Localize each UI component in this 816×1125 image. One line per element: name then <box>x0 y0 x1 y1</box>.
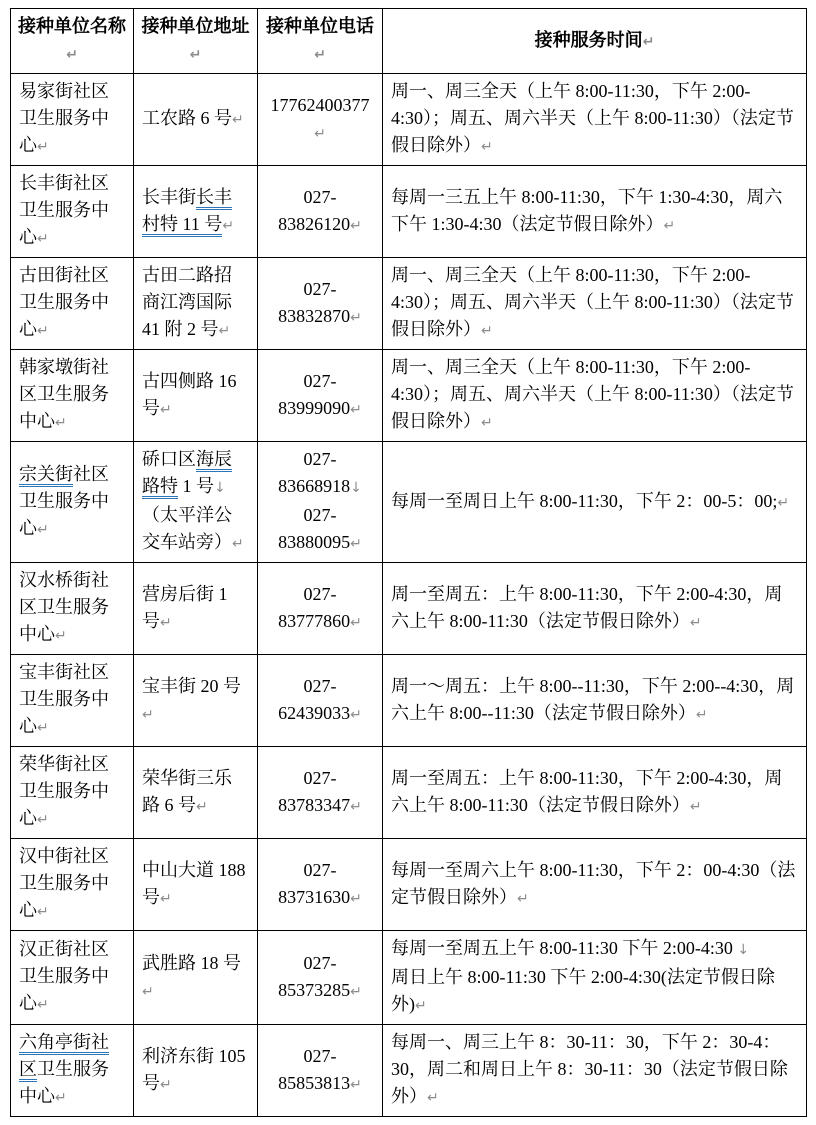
cell-text: 中山大道 188 号 <box>142 859 246 907</box>
table-body <box>11 74 807 1117</box>
phone-cell <box>258 1025 383 1117</box>
paragraph-mark: ↵ <box>314 125 326 142</box>
cell-text: 古田街社区卫生服务中心 <box>19 265 109 339</box>
paragraph-mark: ↵ <box>196 798 208 815</box>
column-header-address <box>134 9 258 74</box>
schedule-cell <box>383 655 807 747</box>
schedule-cell <box>383 747 807 839</box>
address-cell <box>134 166 258 258</box>
name-cell <box>11 563 134 655</box>
phone-cell <box>258 258 383 350</box>
linebreak-mark: ↓ <box>737 942 750 958</box>
cell-text: 1 号 <box>178 476 214 496</box>
paragraph-mark: ↵ <box>481 415 493 431</box>
paragraph-mark: ↵ <box>55 1090 67 1106</box>
column-header-schedule <box>383 9 807 74</box>
paragraph-mark: ↵ <box>415 998 427 1014</box>
paragraph-mark: ↵ <box>427 1090 439 1106</box>
paragraph-mark: ↵ <box>37 904 49 920</box>
address-cell <box>134 442 258 563</box>
name-cell <box>11 1025 134 1117</box>
paragraph-mark: ↵ <box>37 521 49 538</box>
paragraph-mark: ↵ <box>350 309 362 326</box>
phone-cell <box>258 350 383 442</box>
paragraph-mark: ↵ <box>189 47 202 63</box>
paragraph-mark: ↵ <box>37 139 49 155</box>
cell-text: 027-83777860 <box>278 583 351 631</box>
phone-cell <box>258 166 383 258</box>
cell-text: 汉中街社区卫生服务中心 <box>19 846 109 920</box>
cell-text: 社区卫生服务中心 <box>19 463 109 538</box>
vaccination-units-table <box>10 8 807 1117</box>
cell-text: 周一、周三全天（上午 8:00-11:30，下午 2:00-4:30）；周五、周六半天（上午 8:00-11:30）（法定节假日除外） <box>391 357 794 431</box>
paragraph-mark: ↵ <box>689 614 702 631</box>
paragraph-mark: ↵ <box>55 415 67 431</box>
cell-text: 027-62439033 <box>278 675 351 723</box>
paragraph-mark: ↵ <box>350 890 362 907</box>
paragraph-mark: ↵ <box>350 217 362 234</box>
table-row <box>11 350 807 442</box>
address-cell <box>134 655 258 747</box>
schedule-cell <box>383 442 807 563</box>
paragraph-mark: ↵ <box>695 706 708 723</box>
schedule-cell <box>383 258 807 350</box>
paragraph-mark: ↵ <box>642 33 655 50</box>
address-cell <box>134 74 258 166</box>
paragraph-mark: ↵ <box>37 720 49 736</box>
paragraph-mark: ↵ <box>160 401 172 418</box>
address-cell <box>134 350 258 442</box>
cell-text: 荣华街三乐路 6 号 <box>142 767 232 815</box>
cell-text: 古四侧路 16 号 <box>142 370 237 418</box>
cell-text: 硚口区 <box>142 449 196 469</box>
cell-text: 汉正街社区卫生服务中心 <box>19 939 109 1013</box>
cell-text: 接种单位电话 <box>266 16 374 36</box>
table-row <box>11 931 807 1025</box>
cell-text: 荣华街社区卫生服务中心 <box>19 754 109 828</box>
cell-text: 接种服务时间 <box>534 29 643 50</box>
paragraph-mark: ↵ <box>55 628 67 644</box>
paragraph-mark: ↵ <box>350 401 362 418</box>
paragraph-mark: ↵ <box>218 323 231 339</box>
cell-text: 宝丰街 20 号 <box>142 675 241 696</box>
name-cell <box>11 74 134 166</box>
paragraph-mark: ↵ <box>350 798 362 815</box>
cell-text: 每周一、周三上午 8：30-11：30，下午 2：30-4：30，周二和周日上午 8：30-11：30（法定节假日除外） <box>391 1032 788 1106</box>
cell-text: 韩家墩街社区卫生服务中心 <box>19 357 109 431</box>
paragraph-mark: ↵ <box>37 231 49 247</box>
table-header <box>11 9 807 74</box>
paragraph-mark: ↵ <box>777 494 790 511</box>
schedule-cell <box>383 74 807 166</box>
address-cell <box>134 563 258 655</box>
phone-cell <box>258 931 383 1025</box>
underlined-text: 海辰路特 <box>142 449 232 499</box>
cell-text: 武胜路 18 号 <box>142 952 241 973</box>
cell-text: 027-83826120 <box>278 186 351 234</box>
paragraph-mark: ↵ <box>350 983 362 1000</box>
table-row <box>11 747 807 839</box>
schedule-cell <box>383 1025 807 1117</box>
cell-text: 027-83783347 <box>278 767 351 815</box>
address-cell <box>134 839 258 931</box>
underlined-text: 六角亭街社区 <box>19 1032 109 1082</box>
cell-text: 古田二路招商江湾国际 41 附 2 号 <box>142 265 232 339</box>
name-cell <box>11 747 134 839</box>
cell-text: 027-83999090 <box>278 370 351 418</box>
underlined-text: 长丰村特 11 号 <box>142 187 232 237</box>
paragraph-mark: ↵ <box>350 1076 362 1093</box>
schedule-cell <box>383 839 807 931</box>
cell-text: 027-85853813 <box>278 1045 351 1093</box>
paragraph-mark: ↵ <box>232 112 244 128</box>
cell-text: 宝丰街社区卫生服务中心 <box>19 662 109 736</box>
paragraph-mark: ↵ <box>37 997 49 1013</box>
address-cell <box>134 931 258 1025</box>
phone-cell <box>258 747 383 839</box>
paragraph-mark: ↵ <box>160 890 172 907</box>
cell-text: 周日上午 8:00-11:30 下午 2:00-4:30(法定节假日除外) <box>391 967 775 1014</box>
address-cell <box>134 258 258 350</box>
cell-text: 汉水桥街社区卫生服务中心 <box>19 570 109 644</box>
address-cell <box>134 747 258 839</box>
schedule-cell <box>383 563 807 655</box>
cell-text: 周一、周三全天（上午 8:00-11:30，下午 2:00-4:30）；周五、周六半天（上午 8:00-11:30）（法定节假日除外） <box>391 265 794 339</box>
cell-text: （太平洋公交车站旁） <box>142 505 232 552</box>
cell-text: 长丰街 <box>142 186 196 207</box>
cell-text: 17762400377 <box>270 94 370 115</box>
paragraph-mark: ↵ <box>142 706 154 723</box>
cell-text: 每周一至周六上午 8:00-11:30，下午 2：00-4:30（法定节假日除外） <box>391 859 796 907</box>
paragraph-mark: ↵ <box>37 323 49 339</box>
paragraph-mark: ↵ <box>350 536 362 552</box>
cell-text: 每周一至周五上午 8:00-11:30 下午 2:00-4:30 <box>391 938 738 958</box>
paragraph-mark: ↵ <box>663 217 676 234</box>
phone-cell <box>258 563 383 655</box>
cell-text: 027-83731630 <box>278 859 351 907</box>
cell-text: 027-83880095 <box>278 505 351 552</box>
paragraph-mark: ↵ <box>350 706 362 723</box>
table-row <box>11 563 807 655</box>
schedule-cell <box>383 931 807 1025</box>
name-cell <box>11 442 134 563</box>
underlined-text: 宗关街 <box>19 464 73 487</box>
paragraph-mark: ↵ <box>37 812 49 828</box>
address-cell <box>134 1025 258 1117</box>
name-cell <box>11 931 134 1025</box>
cell-text: 接种单位地址 <box>141 16 250 36</box>
paragraph-mark: ↵ <box>222 217 235 234</box>
linebreak-mark: ↓ <box>350 480 362 496</box>
column-header-phone <box>258 9 383 74</box>
name-cell <box>11 655 134 747</box>
cell-text: 周一～周五：上午 8:00--11:30，下午 2:00--4:30，周六上午 8:00--11:30（法定节假日除外） <box>391 675 795 723</box>
table-row <box>11 655 807 747</box>
paragraph-mark: ↵ <box>481 323 493 339</box>
name-cell <box>11 258 134 350</box>
paragraph-mark: ↵ <box>689 798 702 815</box>
paragraph-mark: ↵ <box>142 983 154 1000</box>
name-cell <box>11 166 134 258</box>
table-row <box>11 442 807 563</box>
paragraph-mark: ↵ <box>160 614 172 631</box>
paragraph-mark: ↵ <box>160 1076 172 1093</box>
table-row <box>11 74 807 166</box>
phone-cell <box>258 655 383 747</box>
schedule-cell <box>383 350 807 442</box>
paragraph-mark: ↵ <box>481 139 493 155</box>
cell-text: 027-83668918 <box>278 449 351 496</box>
table-row <box>11 1025 807 1117</box>
paragraph-mark: ↵ <box>517 890 529 907</box>
column-header-name <box>11 9 134 74</box>
cell-text: 周一至周五：上午 8:00-11:30，下午 2:00-4:30，周六上午 8:00-11:30（法定节假日除外） <box>391 583 783 631</box>
cell-text: 利济东街 105 号 <box>142 1045 246 1093</box>
table-row <box>11 258 807 350</box>
table-row <box>11 839 807 931</box>
name-cell <box>11 839 134 931</box>
phone-cell <box>258 442 383 563</box>
cell-text: 工农路 6 号 <box>142 108 232 128</box>
cell-text: 接种单位名称 <box>18 16 126 36</box>
paragraph-mark: ↵ <box>232 536 244 552</box>
cell-text: 027-85373285 <box>278 952 351 1000</box>
schedule-cell <box>383 166 807 258</box>
cell-text: 易家街社区卫生服务中心 <box>19 81 109 155</box>
table-header-row <box>11 9 807 74</box>
paragraph-mark: ↵ <box>350 614 362 631</box>
cell-text: 周一至周五：上午 8:00-11:30，下午 2:00-4:30，周六上午 8:00-11:30（法定节假日除外） <box>391 767 783 815</box>
table-row <box>11 166 807 258</box>
linebreak-mark: ↓ <box>214 480 226 496</box>
cell-text: 周一、周三全天（上午 8:00-11:30，下午 2:00-4:30）；周五、周六半天（上午 8:00-11:30）（法定节假日除外） <box>391 81 794 155</box>
cell-text: 营房后街 1 号 <box>142 583 228 631</box>
cell-text: 每周一至周日上午 8:00-11:30，下午 2：00-5：00; <box>391 490 778 511</box>
phone-cell <box>258 74 383 166</box>
paragraph-mark: ↵ <box>314 47 326 63</box>
cell-text: 卫生服务中心 <box>19 1059 109 1106</box>
paragraph-mark: ↵ <box>66 47 78 63</box>
phone-cell <box>258 839 383 931</box>
cell-text: 027-83832870 <box>278 278 351 326</box>
name-cell <box>11 350 134 442</box>
cell-text: 长丰街社区卫生服务中心 <box>19 173 109 247</box>
cell-text: 每周一三五上午 8:00-11:30，下午 1:30-4:30，周六下午 1:30-4:30（法定节假日除外） <box>391 186 783 234</box>
